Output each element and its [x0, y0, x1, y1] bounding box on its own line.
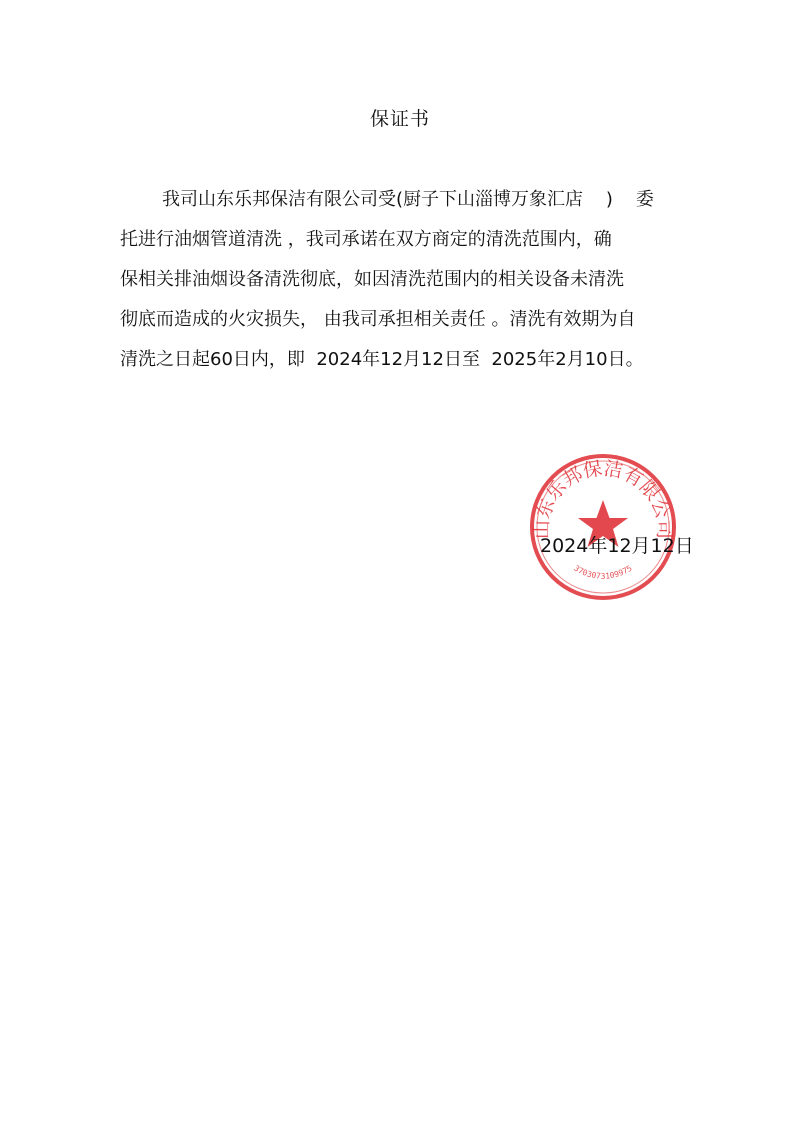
body-line-2: 托进行油烟管道清洗 ，我司承诺在双方商定的清洗范围内，确	[120, 229, 612, 250]
signature-date: 2024年12月12日	[540, 535, 694, 557]
body-line-1: 我司山东乐邦保洁有限公司受(厨子下山淄博万象汇店 ) 委	[162, 189, 654, 210]
body-line-4: 彻底而造成的火灾损失， 由我司承担相关责任 。清洗有效期为自	[120, 309, 636, 330]
seal-company-name: 山东乐邦保洁有限公司	[530, 457, 676, 540]
guarantee-body	[120, 180, 692, 380]
company-seal	[528, 452, 678, 602]
body-line-3: 保相关排油烟设备清洗彻底，如因清洗范围内的相关设备未清洗	[120, 269, 624, 290]
body-line-5: 清洗之日起60日内，即 2024年12月12日至 2025年2月10日。	[120, 349, 644, 370]
seal-registration-number: 3703073109975	[572, 563, 634, 581]
document-title: 保证书	[369, 108, 430, 130]
